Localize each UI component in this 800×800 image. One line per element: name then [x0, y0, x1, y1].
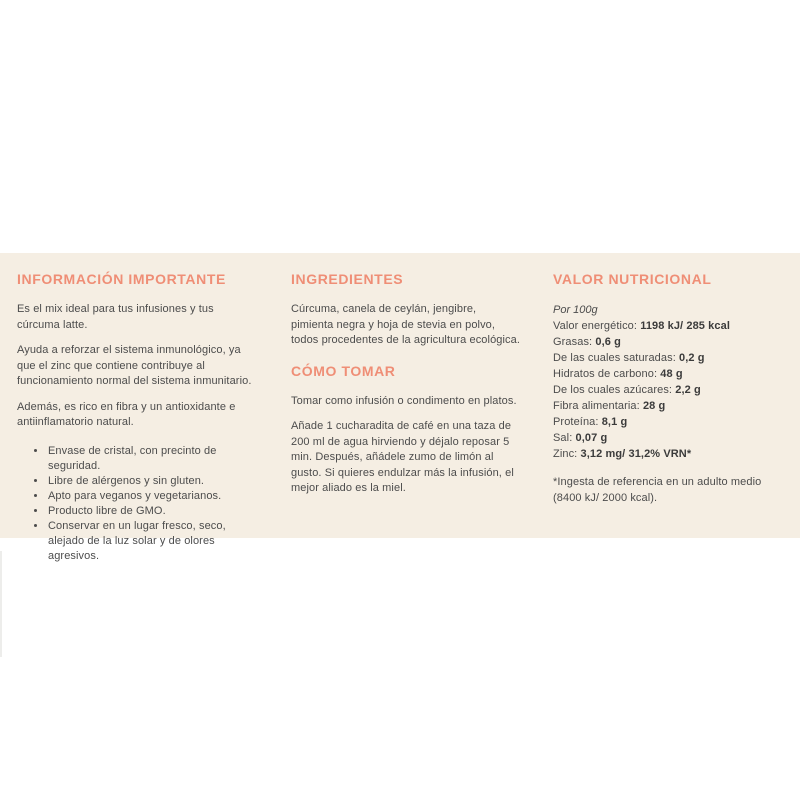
ingredients-text: Cúrcuma, canela de ceylán, jengibre, pimienta negra y hoja de stevia en polvo, todos procedentes de la agricultura ecológica.	[291, 303, 521, 346]
nutrition-value: 48 g	[660, 368, 683, 380]
nutrition-label: Sal:	[553, 432, 576, 444]
nutrition-row	[553, 382, 793, 398]
nutrition-label: Grasas:	[553, 336, 596, 348]
nutrition-row	[553, 398, 793, 414]
bullet-item: • Apto para veganos y vegetarianos.	[47, 489, 255, 504]
important-info-heading: INFORMACIÓN IMPORTANTE	[17, 271, 226, 287]
nutrition-label: Proteína:	[553, 416, 602, 428]
nutrition-row	[553, 446, 793, 462]
important-info-bullet-list	[17, 444, 255, 564]
left-edge-line	[0, 551, 2, 657]
bullet-item: • Envase de cristal, con precinto de seguridad.	[47, 444, 255, 474]
nutrition-heading: VALOR NUTRICIONAL	[553, 271, 712, 287]
how-to-take-paragraph: Tomar como infusión o condimento en platos.	[291, 394, 517, 407]
nutrition-value: 0,2 g	[679, 352, 705, 364]
nutrition-value: 0,6 g	[595, 336, 621, 348]
nutrition-value: 28 g	[642, 400, 666, 412]
serving-note: Por 100g	[553, 304, 598, 316]
column-nutrition	[553, 271, 793, 506]
nutrition-value: 0,07 g	[575, 432, 608, 444]
nutrition-row	[553, 334, 793, 350]
nutrition-label: Hidratos de carbono:	[553, 368, 661, 380]
column-important-info	[17, 271, 255, 564]
nutrition-row	[553, 366, 793, 382]
column-ingredients-usage	[291, 271, 521, 507]
how-to-take-paragraph: Añade 1 cucharadita de café en una taza de 200 ml de agua hirviendo y déjalo reposar 5 min. Después, añádele zumo de limón al gusto. Si quieres endulzar más la infusión, el mejor aliado es la miel.	[291, 420, 514, 494]
important-info-paragraph: Además, es rico en fibra y un antioxidante e antiinflamatorio natural.	[17, 400, 236, 428]
nutrition-label: De las cuales saturadas:	[553, 352, 680, 364]
nutrition-label: Fibra alimentaria:	[553, 400, 643, 412]
bullet-item: • Conservar en un lugar fresco, seco, alejado de la luz solar y de olores agresivos.	[47, 519, 255, 564]
nutrition-row	[553, 318, 793, 334]
nutrition-label: Valor energético:	[553, 320, 641, 332]
nutrition-row	[553, 414, 793, 430]
bullet-item: • Producto libre de GMO.	[47, 504, 255, 519]
ingredients-heading: INGREDIENTES	[291, 271, 404, 287]
nutrition-label: De los cuales azúcares:	[553, 384, 676, 396]
nutrition-row	[553, 430, 793, 446]
nutrition-value: 8,1 g	[601, 416, 628, 428]
nutrition-footnote: *Ingesta de referencia en un adulto medio (8400 kJ/ 2000 kcal).	[553, 476, 762, 504]
how-to-take-heading: CÓMO TOMAR	[291, 362, 396, 379]
nutrition-value: 3,12 mg/ 31,2% VRN*	[580, 448, 692, 460]
important-info-paragraph: Es el mix ideal para tus infusiones y tus cúrcuma latte.	[17, 303, 214, 331]
nutrition-value: 1198 kJ/ 285 kcal	[640, 320, 730, 332]
nutrition-label: Zinc:	[553, 448, 581, 460]
bullet-item: • Libre de alérgenos y sin gluten.	[47, 474, 255, 489]
product-info-panel	[0, 253, 800, 562]
important-info-paragraph: Ayuda a reforzar el sistema inmunológico, ya que el zinc que contiene contribuye al funcionamiento normal del sistema inmunitario.	[17, 344, 252, 387]
info-columns	[17, 271, 800, 564]
nutrition-value: 2,2 g	[675, 384, 701, 396]
nutrition-row	[553, 350, 793, 366]
